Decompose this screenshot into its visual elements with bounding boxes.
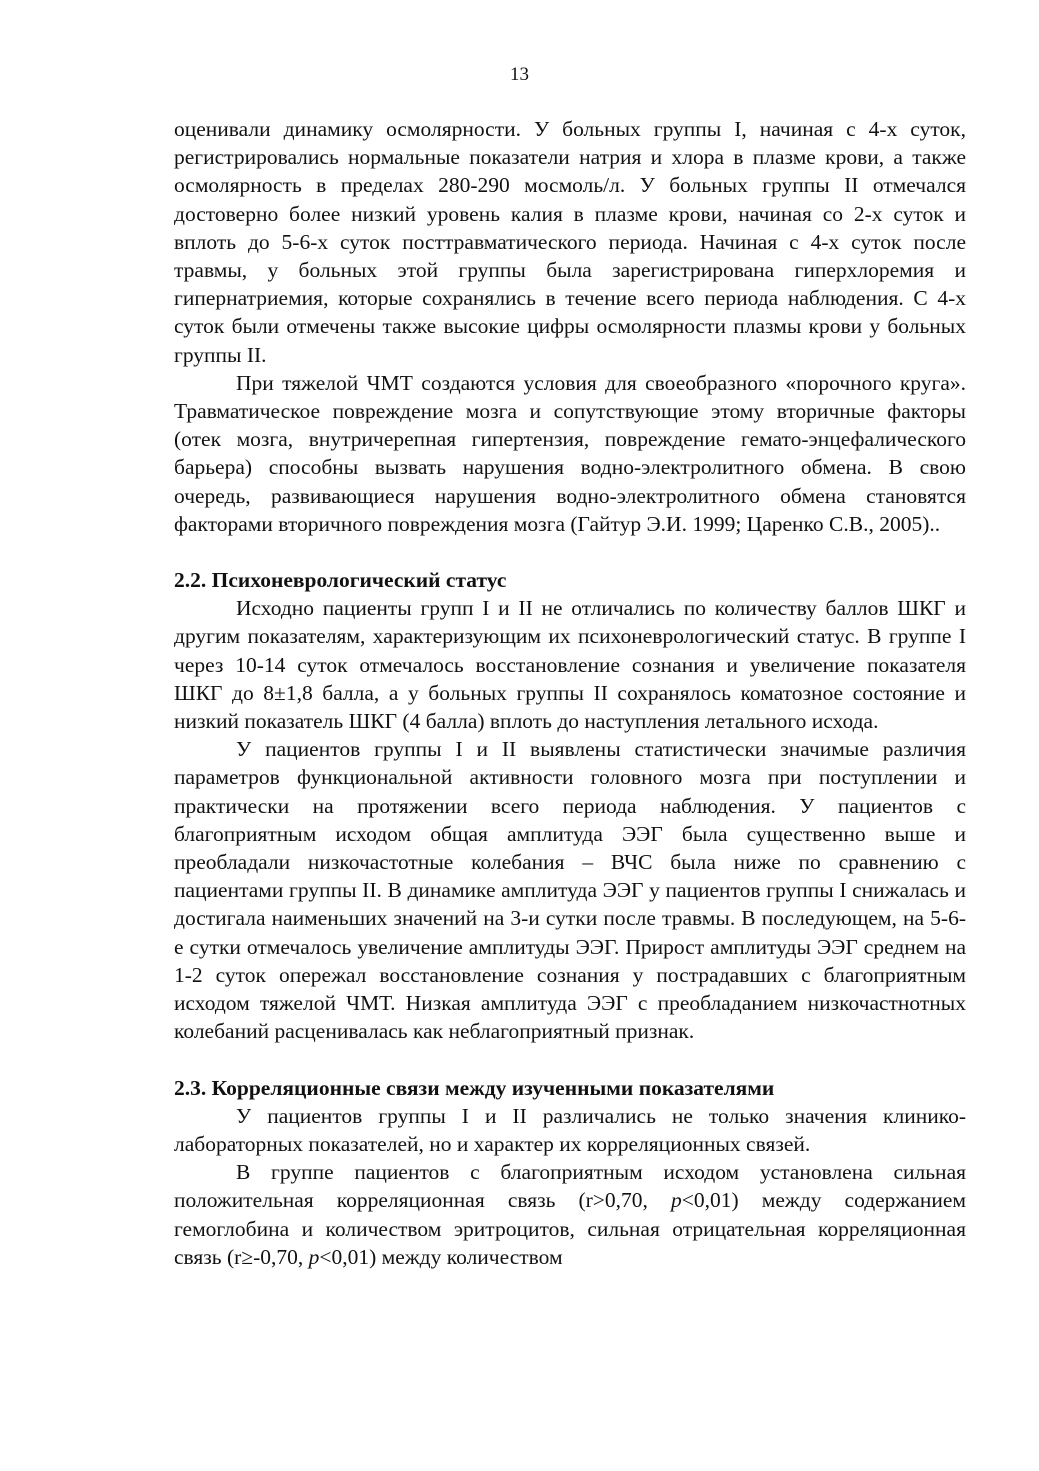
paragraph-vicious-circle: При тяжелой ЧМТ создаются условия для своеобразного «порочного круга». Травматическое повреждение мозга и сопутствующие этому вторичные факторы (отек мозга, внутричерепная гипертензия, повреждение гемато-энцефалического барьера) способны вызвать нарушения водно-электролитного обмена. В свою очередь, развивающиеся нарушения водно-электролитного обмена становятся факторами вторичного повреждения мозга (Гайтур Э.И. 1999; Царенко С.В., 2005).. bbox=[174, 370, 966, 536]
section-heading-2-3: 2.3. Корреляционные связи между изученными показателями bbox=[174, 1075, 775, 1100]
paragraph-eeg: У пациентов группы I и II выявлены статистически значимые различия параметров функциональной активности головного мозга при поступлении и практически на протяжении всего периода наблюдения. У пациентов с благоприятным исходом общая амплитуда ЭЭГ была существенно выше и преобладали низкочастотные колебания – ВЧС была ниже по сравнению с пациентами группы II. В динамике амплитуда ЭЭГ у пациентов группы I снижалась и достигала наименьших значений на 3-и сутки после травмы. В последующем, на 5-6-е сутки отмечалось увеличение амплитуды ЭЭГ. Прирост амплитуды ЭЭГ среднем на 1-2 суток опережал восстановление сознания у пострадавших с благоприятным исходом тяжелой ЧМТ. Низкая амплитуда ЭЭГ с преобладанием низкочастнотных колебаний расценивалась как неблагоприятный признак. bbox=[174, 737, 966, 1044]
p-value-symbol: p bbox=[671, 1188, 682, 1213]
section-heading-2-2: 2.2. Психоневрологический статус bbox=[174, 568, 507, 593]
paragraph-correlation-details bbox=[174, 1158, 966, 1271]
text-run: <0,01) между количеством bbox=[319, 1244, 563, 1269]
p-value-symbol: p bbox=[308, 1244, 320, 1269]
paragraph-gcs-status: Исходно пациенты групп I и II не отличались по количеству баллов ШКГ и другим показателям, характеризующим их психоневрологический статус. В группе I через 10-14 суток отмечалось восстановление сознания и увеличение показателя ШКГ до 8±1,8 балла, а у больных группы II сохранялось коматозное состояние и низкий показатель ШКГ (4 балла) вплоть до наступления летального исхода. bbox=[174, 596, 966, 734]
page-body bbox=[174, 115, 966, 1271]
page-number: 13 bbox=[510, 64, 529, 85]
paragraph-correlation-intro: У пациентов группы I и II различались не только значения клинико-лабораторных показателей, но и характер их корреляционных связей. bbox=[174, 1103, 966, 1156]
section-gap bbox=[174, 538, 966, 566]
paragraph-osmolarity: оценивали динамику осмолярности. У больных группы I, начиная с 4-х суток, регистрировались нормальные показатели натрия и хлора в плазме крови, а также осмолярность в пределах 280-290 мосмоль/л. У больных группы II отмечался достоверно более низкий уровень калия в плазме крови, начиная со 2-х суток и вплоть до 5-6-х суток посттравматического периода. Начиная с 4-х суток после травмы, у больных этой группы была зарегистрирована гиперхлоремия и гипернатриемия, которые сохранялись в течение всего периода наблюдения. С 4-х суток были отмечены также высокие цифры осмолярности плазмы крови у больных группы II. bbox=[174, 117, 966, 367]
text-run: В группе пациентов с благоприятным исходом установлена сильная положительная корреляционная связь (r>0,70, bbox=[174, 1160, 966, 1213]
section-gap bbox=[174, 1046, 966, 1074]
text-run: <0,01) между содержанием гемоглобина и количеством эритроцитов, сильная отрицательная корреляционная связь (r≥-0,70, bbox=[174, 1188, 966, 1269]
